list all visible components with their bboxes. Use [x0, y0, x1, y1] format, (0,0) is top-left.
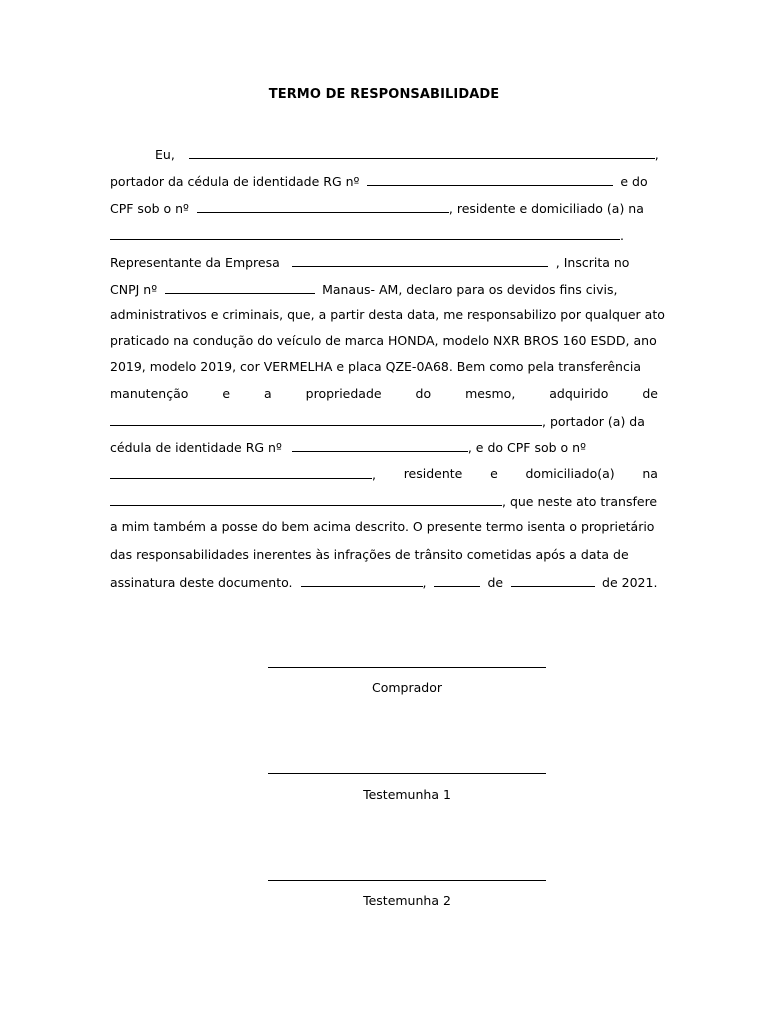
text-segment: na [642, 466, 658, 481]
text-segment: assinatura deste documento. [110, 575, 293, 590]
text-segment: CPF sob o nº [110, 201, 189, 216]
signature-label-witness-1: Testemunha 1 [363, 787, 451, 802]
signature-line-witness-1 [268, 773, 546, 774]
paragraph-line [110, 465, 658, 483]
text-segment: , [422, 575, 427, 590]
paragraph-line [110, 438, 658, 456]
blank-cpf [197, 199, 449, 213]
text-segment: do [415, 386, 432, 401]
text-segment [110, 465, 376, 483]
paragraph-line [110, 385, 658, 403]
text-segment: , portador (a) da [542, 414, 645, 429]
signature-label-witness-2: Testemunha 2 [363, 893, 451, 908]
text-segment: propriedade [305, 386, 382, 401]
text-segment: , que neste ato transfere [502, 494, 658, 509]
signature-label-buyer: Comprador [371, 680, 442, 695]
paragraph-line [110, 280, 658, 298]
text-segment: CNPJ nº [110, 282, 158, 297]
paragraph-line: a mim também a posse do bem acima descrito. O presente termo isenta o proprietário [110, 519, 655, 534]
paragraph-line [110, 226, 658, 244]
blank-month [511, 573, 595, 587]
text-segment: residente [403, 466, 463, 481]
text-segment: Representante da Empresa [110, 255, 280, 270]
blank-address [110, 226, 620, 240]
text-segment: , [372, 467, 376, 482]
blank-seller-address [110, 492, 502, 506]
paragraph-line [110, 492, 658, 510]
text-segment: , e do CPF sob o nº [467, 440, 586, 455]
text-segment: de 2021. [602, 575, 658, 590]
blank-rg [367, 172, 613, 186]
blank-seller-rg [292, 438, 468, 452]
text-segment: mesmo, [465, 386, 516, 401]
text-segment: e [222, 386, 231, 401]
paragraph-line [110, 199, 658, 217]
paragraph-line [110, 172, 658, 190]
text-segment: portador da cédula de identidade RG nº [110, 174, 360, 189]
paragraph-line [110, 253, 658, 271]
text-segment: . [620, 228, 624, 243]
text-segment: e do [620, 174, 648, 189]
text-segment: adquirido [549, 386, 609, 401]
paragraph-line: praticado na condução do veículo de marca HONDA, modelo NXR BROS 160 ESDD, ano [110, 333, 657, 348]
paragraph-line: das responsabilidades inerentes às infrações de trânsito cometidas após a data de [110, 547, 629, 562]
text-segment: manutenção [110, 386, 189, 401]
text-segment: , Inscrita no [555, 255, 630, 270]
text-segment: cédula de identidade RG nº [110, 440, 282, 455]
blank-day [434, 573, 480, 587]
text-segment: de [642, 386, 658, 401]
blank-seller [110, 412, 542, 426]
document-title: TERMO DE RESPONSABILIDADE [268, 87, 500, 102]
text-segment: de [487, 575, 504, 590]
text-segment: , residente e domiciliado (a) na [448, 201, 644, 216]
signature-line-witness-2 [268, 880, 546, 881]
blank-company [292, 253, 548, 267]
paragraph-line: 2019, modelo 2019, cor VERMELHA e placa QZE-0A68. Bem como pela transferência [110, 359, 641, 374]
paragraph-line [155, 145, 658, 163]
blank-seller-cpf [110, 465, 372, 479]
text-segment: Manaus- AM, declaro para os devidos fins civis, [322, 282, 618, 297]
paragraph-line [110, 412, 658, 430]
text-segment: e [490, 466, 498, 481]
blank-city [301, 573, 423, 587]
blank-cnpj [165, 280, 315, 294]
text-segment: domiciliado(a) [525, 466, 615, 481]
text-segment: Eu, [155, 147, 175, 162]
paragraph-line [110, 573, 658, 591]
text-segment: , [654, 147, 659, 162]
blank-name [189, 145, 655, 159]
paragraph-line: administrativos e criminais, que, a partir desta data, me responsabilizo por qualquer ato [110, 307, 665, 322]
signature-line-buyer [268, 667, 546, 668]
text-segment: a [264, 386, 272, 401]
